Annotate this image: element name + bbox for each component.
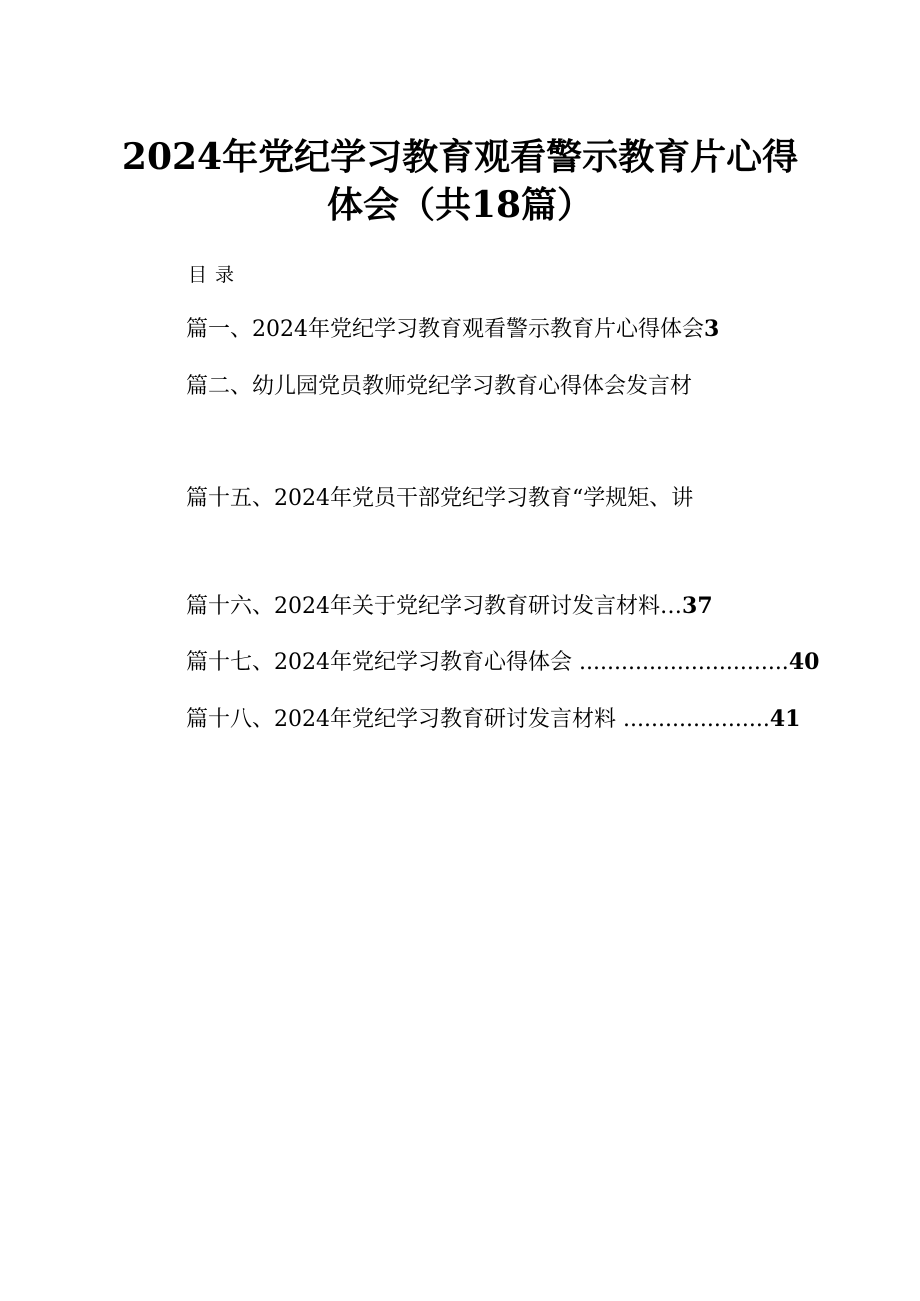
toc-entry-page: 41	[769, 706, 801, 732]
toc-entry-17[interactable]	[186, 647, 820, 678]
toc-entry-label: 篇一、	[186, 317, 253, 342]
document-title-line-1: 2024年党纪学习教育观看警示教育片心得	[121, 136, 799, 178]
toc-entry-title: 2024年党纪学习教育观看警示教育片心得体会	[252, 317, 705, 342]
toc-entry-1[interactable]	[186, 314, 786, 345]
toc-entry-label: 篇十六、	[186, 594, 275, 619]
toc-entry-title: 幼儿园党员教师党纪学习教育心得体会发言材	[252, 374, 693, 399]
toc-entry-title: 2024年党纪学习教育心得体会	[274, 650, 573, 675]
toc-entry-label: 篇十七、	[186, 650, 275, 675]
toc-entry-page: 3	[704, 316, 720, 342]
toc-entry-label: 篇十八、	[186, 707, 275, 732]
toc-heading: 目录	[188, 264, 243, 286]
toc-entry-leader: .....................	[616, 707, 770, 732]
toc-entry-title: 2024年关于党纪学习教育研讨发言材料	[274, 594, 661, 619]
toc-entry-2[interactable]	[186, 371, 786, 402]
toc-entry-title: 2024年党员干部党纪学习教育“学规矩、讲	[274, 486, 694, 511]
toc-entry-leader: ..............................	[572, 650, 789, 675]
toc-entry-page: 40	[788, 649, 820, 675]
toc-entry-16[interactable]	[186, 591, 786, 622]
toc-entry-18[interactable]	[186, 704, 801, 735]
toc-entry-label: 篇二、	[186, 374, 253, 399]
toc-entry-leader: …	[660, 594, 683, 619]
toc-entry-title: 2024年党纪学习教育研讨发言材料	[274, 707, 617, 732]
toc-entry-15[interactable]	[186, 483, 786, 514]
toc-entry-page: 37	[682, 593, 713, 619]
toc-entry-label: 篇十五、	[186, 486, 275, 511]
document-title-line-2: 体会（共18篇）	[326, 184, 594, 226]
